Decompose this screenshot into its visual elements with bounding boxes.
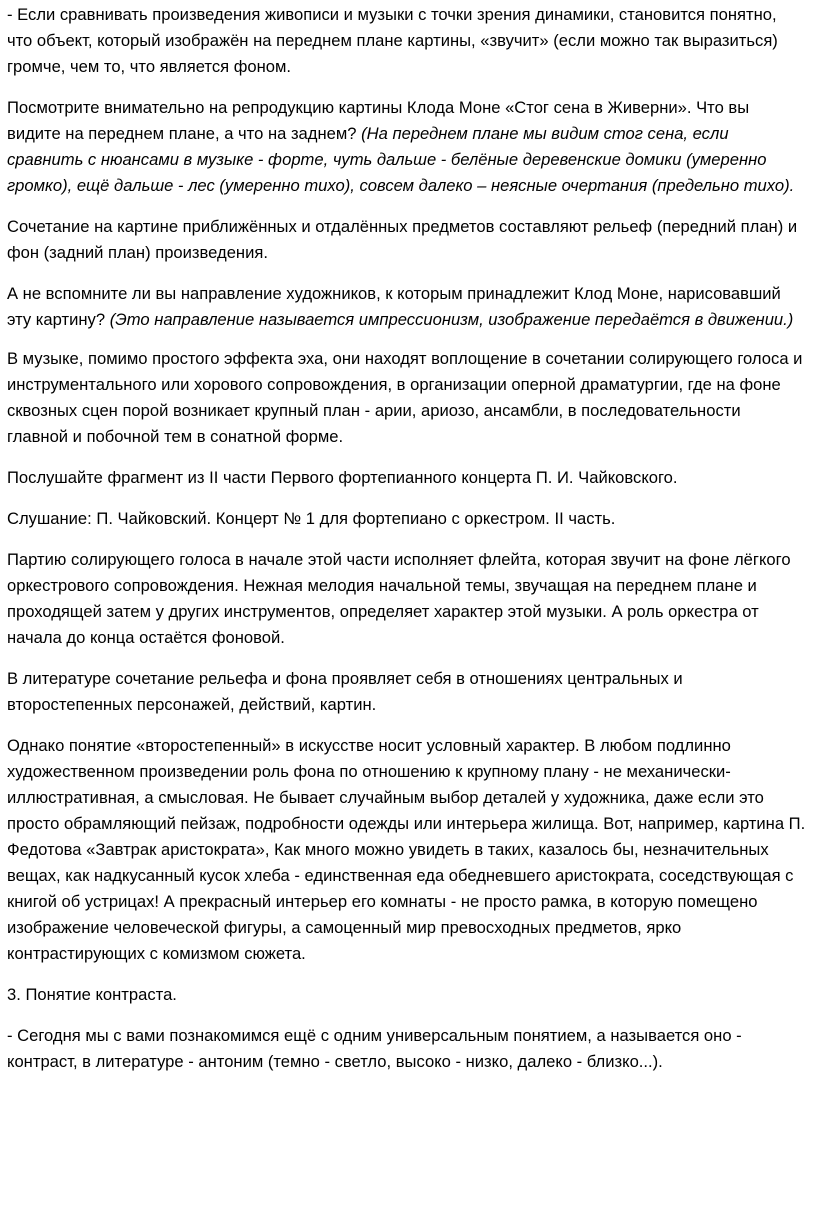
paragraph-contrast-heading (7, 982, 806, 1008)
paragraph-music-echo (7, 346, 806, 450)
paragraph-answer-italic: (На переднем плане мы видим стог сена, если сравнить с нюансами в музыке - форте, чуть дальше - белёные деревенские домики (умеренно громко), ещё дальше - лес (умеренно тихо), совсем далеко – неясные очертания (предельно тихо). (7, 124, 795, 195)
paragraph-contrast-intro (7, 1023, 806, 1075)
paragraph-text: А не вспомните ли вы направление художников, к которым принадлежит Клод Моне, нарисовавший эту картину? (7, 284, 781, 329)
paragraph-text: - Сегодня мы с вами познакомимся ещё с одним универсальным понятием, а называется оно - контраст, в литературе - антоним (темно - светло, высоко - низко, далеко - близко...). (7, 1026, 742, 1071)
paragraph-text: - Если сравнивать произведения живописи и музыки с точки зрения динамики, становится понятно, что объект, который изображён на переднем плане картины, «звучит» (если можно так выразиться) громче, чем то, что является фоном. (7, 5, 778, 76)
paragraph-text: В литературе сочетание рельефа и фона проявляет себя в отношениях центральных и второстепенных персонажей, действий, картин. (7, 669, 683, 714)
paragraph-text: В музыке, помимо простого эффекта эха, они находят воплощение в сочетании солирующего голоса и инструментального или хорового сопровождения, в организации оперной драматургии, где на фоне сквозных сцен порой возникает крупный план - арии, ариозо, ансамбли, в последовательности главной и побочной тем в сонатной форме. (7, 349, 803, 446)
paragraph-listening-title (7, 506, 806, 532)
paragraph-secondary-concept (7, 733, 806, 967)
paragraph-flute-solo (7, 547, 806, 651)
paragraph-text: Однако понятие «второстепенный» в искусстве носит условный характер. В любом подлинно художественном произведении роль фона по отношению к крупному плану - не механически-иллюстративная, а смысловая. Не бывает случайным выбор деталей у художника, даже если это просто обрамляющий пейзаж, подробности одежды или интерьера жилища. Вот, например, картина П. Федотова «Завтрак аристократа», Как много можно увидеть в таких, казалось бы, незначительных вещах, как надкусанный кусок хлеба - единственная еда обедневшего аристократа, соседствующая с книгой об устрицах! А прекрасный интерьер его комнаты - не просто рамка, в которую помещено изображение человеческой фигуры, а самоценный мир превосходных предметов, ярко контрастирующих с комизмом сюжета. (7, 736, 806, 963)
paragraph-dynamics-intro (7, 2, 806, 80)
paragraph-text: Посмотрите внимательно на репродукцию картины Клода Моне «Стог сена в Живерни». Что вы видите на переднем плане, а что на заднем? (7, 98, 750, 143)
paragraph-text: Сочетание на картине приближённых и отдалённых предметов составляют рельеф (передний план) и фон (задний план) произведения. (7, 217, 798, 262)
paragraph-literature-relief (7, 666, 806, 718)
paragraph-text: 3. Понятие контраста. (7, 985, 177, 1004)
paragraph-text: Слушание: П. Чайковский. Концерт № 1 для фортепиано с оркестром. II часть. (7, 509, 616, 528)
paragraph-listen-fragment (7, 465, 806, 491)
paragraph-impressionism-question (7, 281, 806, 333)
paragraph-answer-italic: (Это направление называется импрессионизм, изображение передаётся в движении.) (109, 310, 794, 329)
paragraph-text: Партию солирующего голоса в начале этой части исполняет флейта, которая звучит на фоне лёгкого оркестрового сопровождения. Нежная мелодия начальной темы, звучащая на переднем плане и проходящей затем у других инструментов, определяет характер этой музыки. А роль оркестра от начала до конца остаётся фоновой. (7, 550, 791, 647)
paragraph-text: Послушайте фрагмент из II части Первого фортепианного концерта П. И. Чайковского. (7, 468, 678, 487)
paragraph-relief-background (7, 214, 806, 266)
paragraph-monet-question (7, 95, 806, 199)
